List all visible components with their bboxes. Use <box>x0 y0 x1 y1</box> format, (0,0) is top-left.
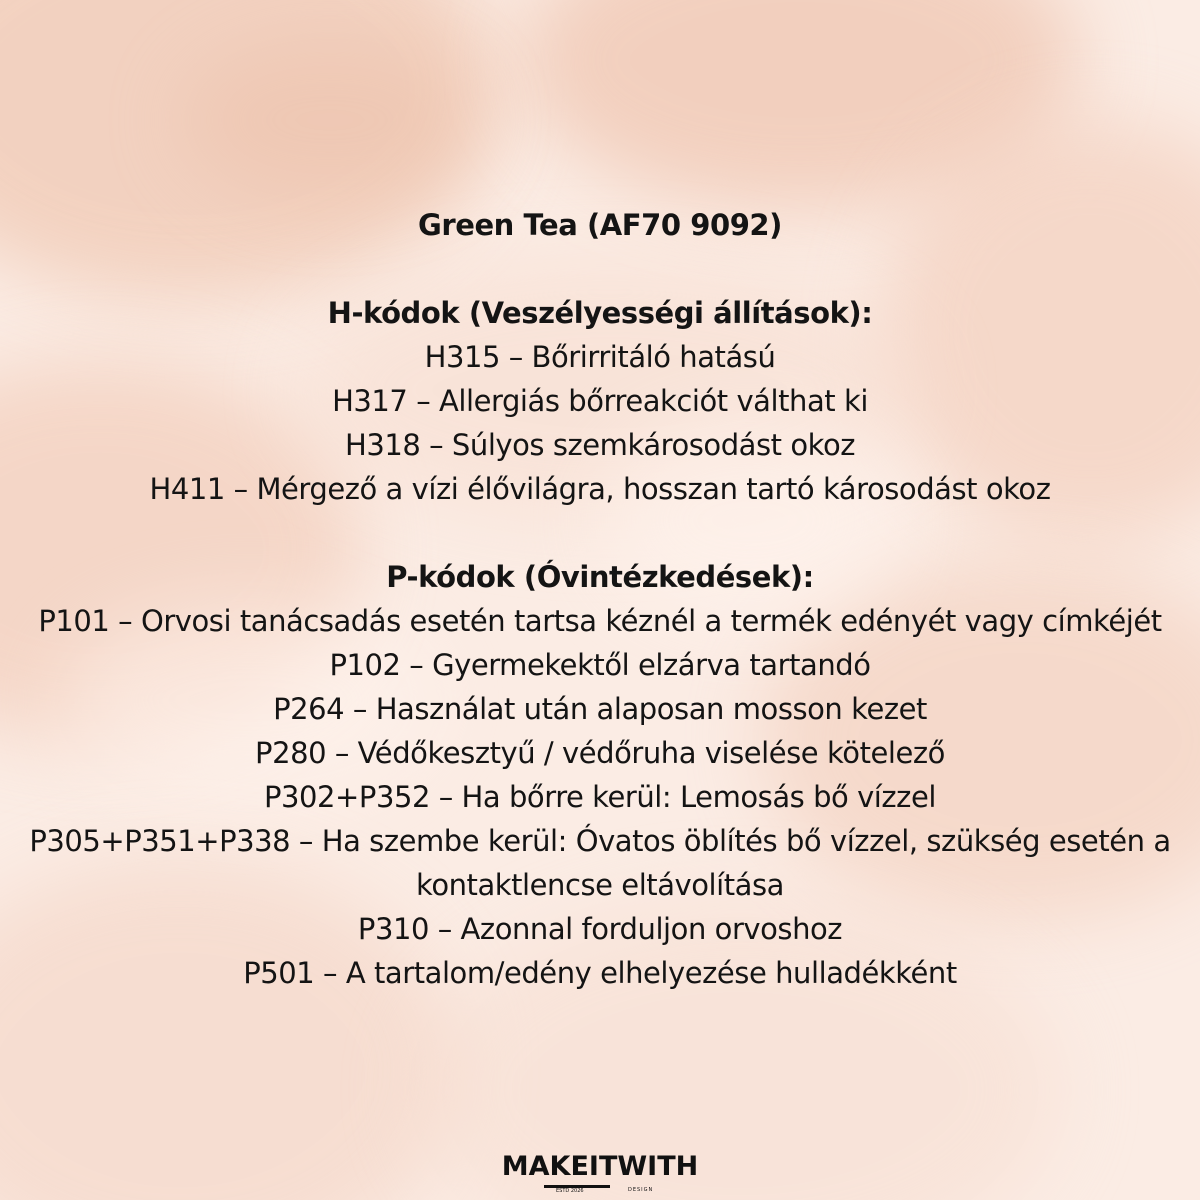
logo-tagline-left: ESTD 2026 <box>556 1188 584 1194</box>
p-codes-heading: P-kódok (Óvintézkedések): <box>386 560 814 594</box>
p-code-item: P302+P352 – Ha bőrre kerül: Lemosás bő vízzel <box>264 780 936 814</box>
p-code-item: P310 – Azonnal forduljon orvoshoz <box>357 912 843 946</box>
h-code-item: H315 – Bőrirritáló hatású <box>424 340 776 374</box>
spacer <box>0 247 1200 291</box>
p-code-item: P280 – Védőkesztyű / védőruha viselése kötelező <box>255 736 945 770</box>
safety-info-block <box>0 203 1200 995</box>
watercolor-blot <box>180 40 480 200</box>
p-code-item: P264 – Használat után alaposan mosson kezet <box>273 692 927 726</box>
spacer <box>0 511 1200 555</box>
product-title: Green Tea (AF70 9092) <box>418 208 782 242</box>
logo-wordmark: MAKEITWITH <box>501 1151 699 1182</box>
h-codes-heading: H-kódok (Veszélyességi állítások): <box>327 296 873 330</box>
p-code-item: P101 – Orvosi tanácsadás esetén tartsa kéznél a termék edényét vagy címkéjét <box>38 604 1162 638</box>
h-code-item: H411 – Mérgező a vízi élővilágra, hosszan tartó károsodást okoz <box>149 472 1051 506</box>
p-code-item: P102 – Gyermekektől elzárva tartandó <box>329 648 871 682</box>
h-code-item: H318 – Súlyos szemkárosodást okoz <box>344 428 856 462</box>
p-code-item: P501 – A tartalom/edény elhelyezése hulladékként <box>243 956 957 990</box>
p-code-item: P305+P351+P338 – Ha szembe kerül: Óvatos öblítés bő vízzel, szükség esetén a kontaktlencse eltávolítása <box>29 824 1171 902</box>
logo-tagline-right: DESIGN <box>628 1187 654 1193</box>
h-code-item: H317 – Allergiás bőrreakciót válthat ki <box>332 384 868 418</box>
brand-logo <box>500 1150 700 1198</box>
